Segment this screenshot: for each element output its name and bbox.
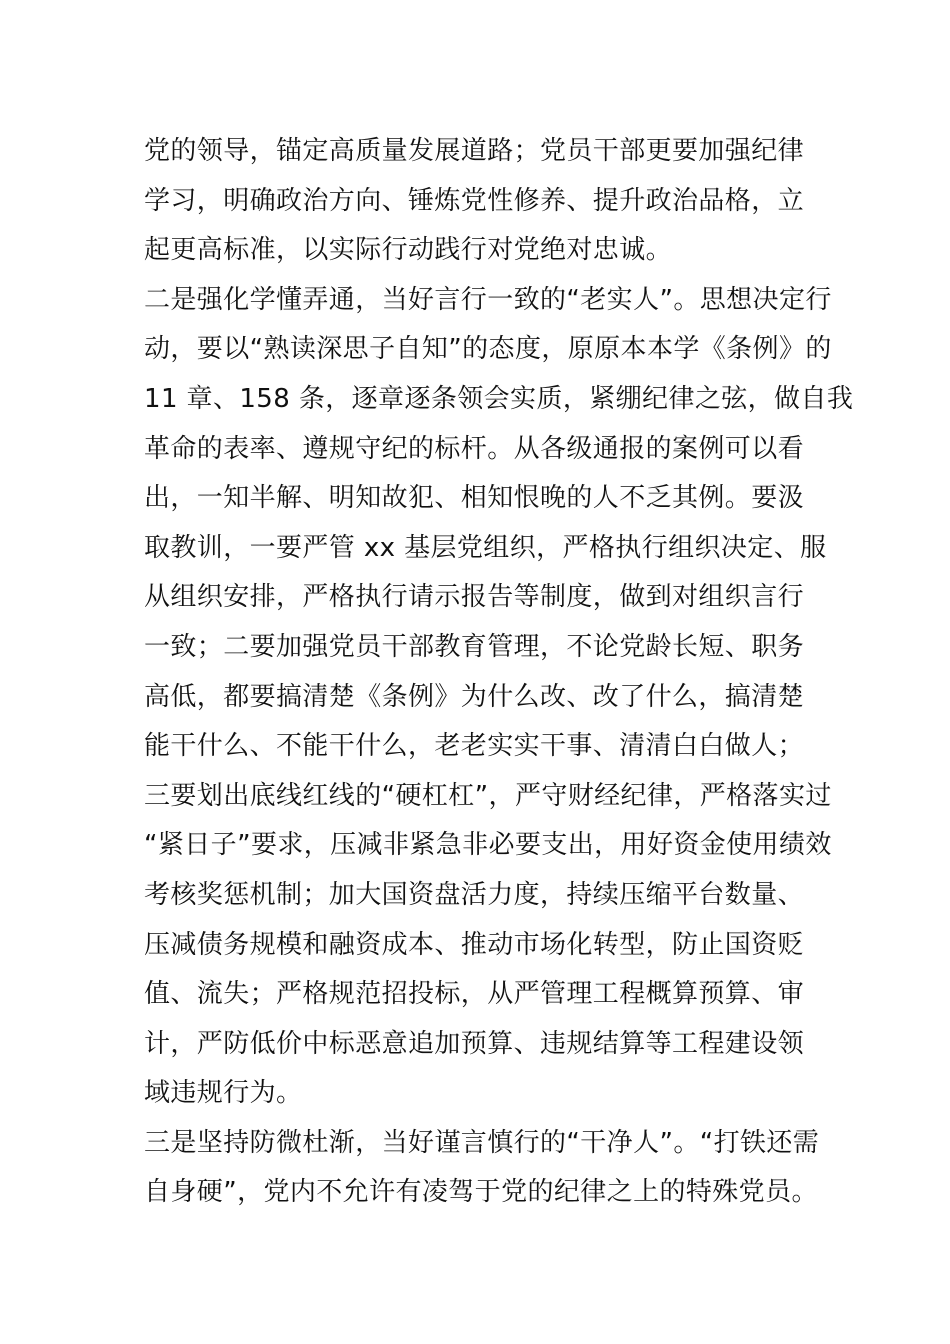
text-line: 革命的表率、遵规守纪的标杆。从各级通报的案例可以看: [144, 433, 805, 464]
text-line: “紧日子”要求，压减非紧急非必要支出，用好资金使用绩效: [144, 830, 832, 861]
text-line: 出，一知半解、明知故犯、相知恨晚的人不乏其例。要汲: [144, 483, 805, 514]
text-line: 三要划出底线红线的“硬杠杠”，严守财经纪律，严格落实过: [144, 780, 832, 811]
text-line: 值、流失；严格规范招投标，从严管理工程概算预算、审: [144, 979, 805, 1010]
text-line: 考核奖惩机制；加大国资盘活力度，持续压缩平台数量、: [144, 879, 805, 910]
document-body: [144, 127, 854, 1218]
text-line: 自身硬”，党内不允许有凌驾于党的纪律之上的特殊党员。: [144, 1177, 818, 1208]
text-line: 取教训，一要严管 xx 基层党组织，严格执行组织决定、服: [144, 532, 827, 563]
text-line: 压减债务规模和融资成本、推动市场化转型，防止国资贬: [144, 929, 805, 960]
text-line: 计，严防低价中标恶意追加预算、违规结算等工程建设领: [144, 1028, 805, 1059]
text-line: 高低，都要搞清楚《条例》为什么改、改了什么，搞清楚: [144, 681, 805, 712]
text-line: 从组织安排，严格执行请示报告等制度，做到对组织言行: [144, 582, 805, 613]
text-line: 起更高标准，以实际行动践行对党绝对忠诚。: [144, 235, 673, 266]
text-line: 动，要以“熟读深思子自知”的态度，原原本本学《条例》的: [144, 334, 832, 365]
text-line: 能干什么、不能干什么，老老实实干事、清清白白做人；: [144, 731, 805, 762]
text-line: 域违规行为。: [144, 1078, 303, 1109]
text-line: 三是坚持防微杜渐，当好谨言慎行的“干净人”。“打铁还需: [144, 1127, 820, 1158]
text-line: 二是强化学懂弄通，当好言行一致的“老实人”。思想决定行: [144, 284, 832, 315]
text-line: 党的领导，锚定高质量发展道路；党员干部更要加强纪律: [144, 136, 805, 166]
text-line: 11 章、158 条，逐章逐条领会实质，紧绷纪律之弦，做自我: [144, 383, 854, 414]
text-line: 学习，明确政治方向、锤炼党性修养、提升政治品格，立: [144, 185, 805, 216]
text-line: 一致；二要加强党员干部教育管理，不论党龄长短、职务: [144, 631, 805, 662]
